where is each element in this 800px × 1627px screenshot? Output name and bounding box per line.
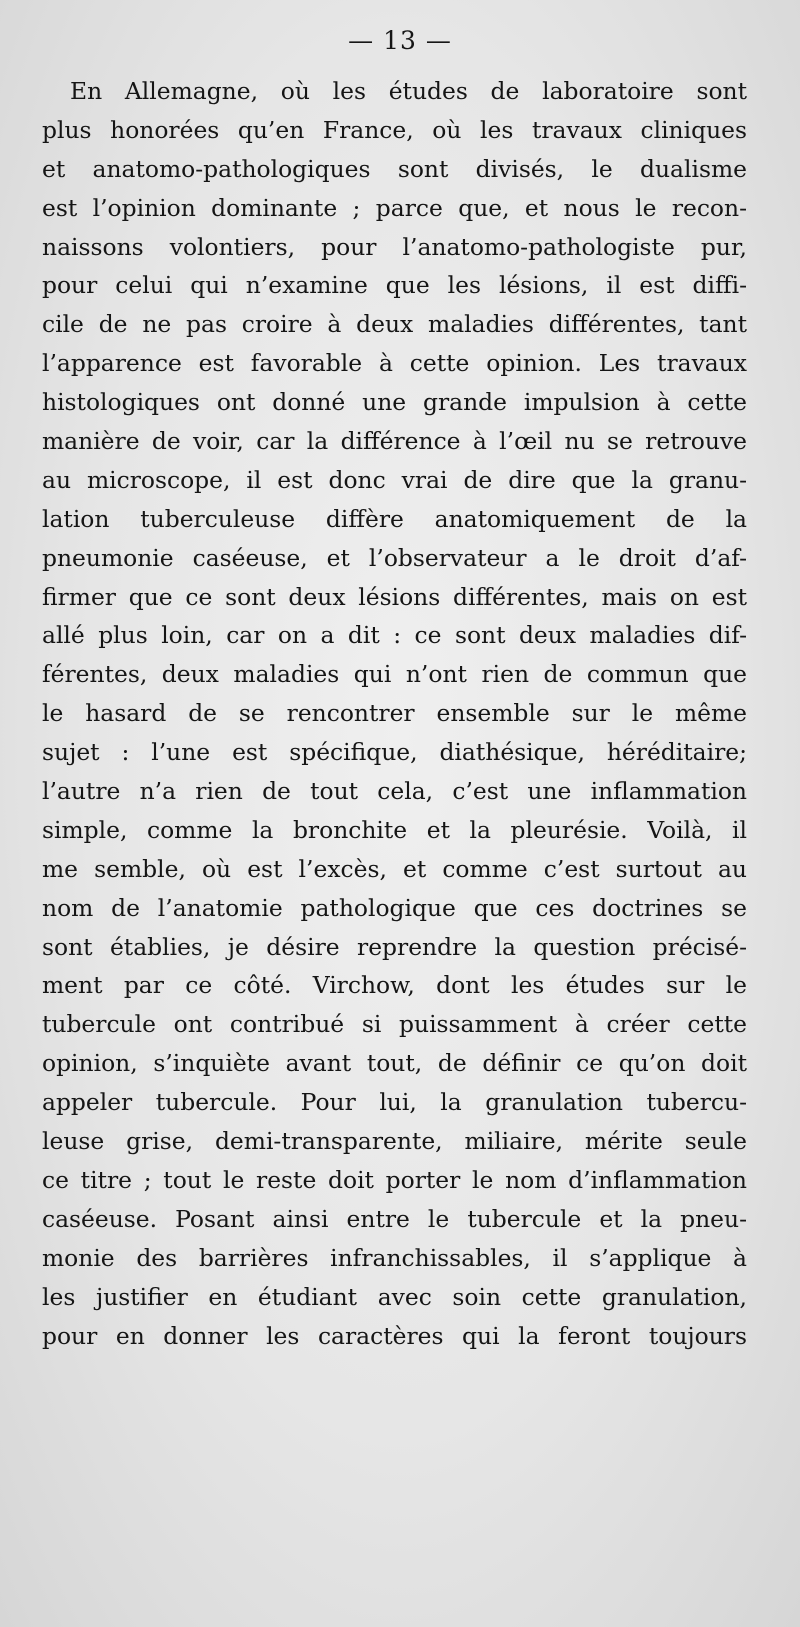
text-line: manière de voir, car la différence à l’œil nu se retrouve <box>42 427 747 456</box>
text-line: lation tuberculeuse diffère anatomiquement de la <box>42 504 747 533</box>
text-line: monie des barrières infranchissables, il s’applique à <box>42 1243 747 1272</box>
text-line: l’autre n’a rien de tout cela, c’est une inflammation <box>42 777 747 806</box>
text-line: ce titre ; tout le reste doit porter le nom d’inflammation <box>42 1165 747 1194</box>
text-line: l’apparence est favorable à cette opinion. Les travaux <box>42 349 747 378</box>
text-line: est l’opinion dominante ; parce que, et nous le recon- <box>42 193 747 222</box>
text-line: pneumonie caséeuse, et l’observateur a le droit d’af- <box>42 543 747 572</box>
body-text <box>42 72 747 1355</box>
text-line: au microscope, il est donc vrai de dire que la granu- <box>42 465 747 494</box>
text-line: simple, comme la bronchite et la pleurésie. Voilà, il <box>42 815 747 844</box>
text-line: férentes, deux maladies qui n’ont rien de commun que <box>42 660 747 689</box>
text-line: et anatomo-pathologiques sont divisés, le dualisme <box>42 154 747 183</box>
text-line: allé plus loin, car on a dit : ce sont deux maladies dif- <box>42 621 747 650</box>
text-line: leuse grise, demi-transparente, miliaire, mérite seule <box>42 1127 747 1156</box>
page-number: — 13 — <box>348 26 452 55</box>
text-line: opinion, s’inquiète avant tout, de définir ce qu’on doit <box>42 1049 747 1078</box>
text-line: histologiques ont donné une grande impulsion à cette <box>42 388 747 417</box>
text-line: pour en donner les caractères qui la feront toujours <box>42 1321 747 1350</box>
text-line: firmer que ce sont deux lésions différentes, mais on est <box>42 582 747 611</box>
text-line: ment par ce côté. Virchow, dont les études sur le <box>42 971 747 1000</box>
text-line: nom de l’anatomie pathologique que ces doctrines se <box>42 893 747 922</box>
text-line: tubercule ont contribué si puissamment à créer cette <box>42 1010 747 1039</box>
text-line: me semble, où est l’excès, et comme c’est surtout au <box>42 854 747 883</box>
text-line: plus honorées qu’en France, où les travaux cliniques <box>42 115 747 144</box>
text-line: sont établies, je désire reprendre la question précisé- <box>42 932 747 961</box>
text-line: naissons volontiers, pour l’anatomo-pathologiste pur, <box>42 232 747 261</box>
text-line: appeler tubercule. Pour lui, la granulation tubercu- <box>42 1088 747 1117</box>
text-line: les justifier en étudiant avec soin cette granulation, <box>42 1282 747 1311</box>
text-line: cile de ne pas croire à deux maladies différentes, tant <box>42 310 747 339</box>
text-line: le hasard de se rencontrer ensemble sur le même <box>42 699 747 728</box>
text-line: En Allemagne, où les études de laboratoire sont <box>70 77 747 105</box>
text-line: pour celui qui n’examine que les lésions, il est diffi- <box>42 271 747 300</box>
text-line: sujet : l’une est spécifique, diathésique, héréditaire; <box>42 738 747 767</box>
text-line: caséeuse. Posant ainsi entre le tubercule et la pneu- <box>42 1204 747 1233</box>
